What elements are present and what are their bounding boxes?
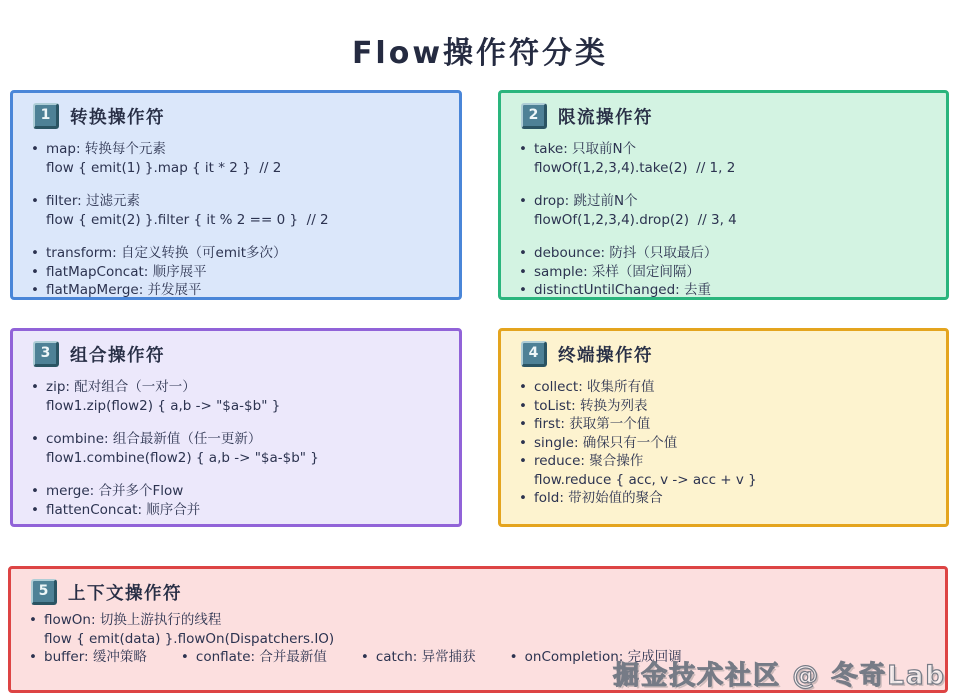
operator-item <box>519 415 932 434</box>
operator-label: sample: 采样（固定间隔） <box>534 263 700 280</box>
operator-item <box>519 489 932 508</box>
operator-item <box>519 397 932 416</box>
operator-item <box>519 452 932 489</box>
box-number-badge: 3 <box>33 341 59 367</box>
box-number-badge: 5 <box>31 579 57 605</box>
operator-label: catch: 异常捕获 <box>375 649 476 665</box>
operator-item <box>31 378 445 415</box>
operator-item <box>31 192 445 229</box>
operator-item <box>519 192 932 229</box>
operator-label: toList: 转换为列表 <box>534 397 648 414</box>
box-title: 限流操作符 <box>558 107 653 128</box>
code-example: flow1.combine(flow2) { a,b -> "$a-$b" } <box>46 449 319 466</box>
bullet-icon: • <box>519 397 527 414</box>
box-header <box>33 341 445 367</box>
operator-item <box>31 281 445 300</box>
box-title: 上下文操作符 <box>68 583 182 604</box>
box-terminal-operators <box>498 328 949 527</box>
box-throttle-operators <box>498 90 949 300</box>
bullet-icon: • <box>31 483 39 499</box>
box-number-badge: 1 <box>33 103 59 129</box>
bullet-icon: • <box>31 282 39 298</box>
operator-item <box>29 611 931 648</box>
bullet-icon: • <box>519 416 527 432</box>
bullet-icon: • <box>180 649 189 665</box>
operator-label: zip: 配对组合（一对一） <box>46 379 196 395</box>
operator-label: single: 确保只有一个值 <box>534 434 678 451</box>
box-title: 组合操作符 <box>70 345 165 366</box>
bullet-icon: • <box>31 431 39 447</box>
box-header <box>33 103 445 129</box>
operator-label: buffer: 缓冲策略 <box>44 649 147 665</box>
box-items <box>31 140 445 300</box>
bullet-icon: • <box>360 649 369 665</box>
operator-item <box>31 263 445 282</box>
page-title: Flow操作符分类 <box>351 36 609 72</box>
box-items <box>519 378 932 508</box>
bullet-icon: • <box>31 501 39 518</box>
operator-item <box>31 482 445 501</box>
bullet-icon: • <box>29 649 37 665</box>
bullet-icon: • <box>509 649 518 665</box>
code-example: flowOf(1,2,3,4).drop(2) // 3, 4 <box>534 211 737 228</box>
operator-label: conflate: 合并最新值 <box>195 649 327 665</box>
bullet-icon: • <box>29 612 37 628</box>
operator-item <box>31 430 445 467</box>
operator-label: fold: 带初始值的聚合 <box>534 490 663 506</box>
code-example: flow { emit(data) }.flowOn(Dispatchers.IO) <box>44 630 335 647</box>
operator-item <box>519 434 932 453</box>
bullet-icon: • <box>31 263 39 280</box>
bullet-icon: • <box>519 263 527 280</box>
bullet-icon: • <box>519 490 527 506</box>
box-items <box>519 140 932 300</box>
bullet-icon: • <box>519 453 527 469</box>
bullet-icon: • <box>519 434 527 451</box>
code-example: flow { emit(2) }.filter { it % 2 == 0 } // 2 <box>46 211 329 228</box>
box-title: 终端操作符 <box>558 345 653 366</box>
operator-label: filter: 过滤元素 <box>46 193 141 209</box>
code-example: flowOf(1,2,3,4).take(2) // 1, 2 <box>534 159 736 176</box>
operator-item <box>31 501 445 520</box>
operator-item <box>519 244 932 263</box>
bullet-icon: • <box>31 141 39 157</box>
operator-label: onCompletion: 完成回调 <box>524 649 682 665</box>
operator-item <box>31 140 445 177</box>
code-example: flow.reduce { acc, v -> acc + v } <box>534 471 757 488</box>
operator-item <box>519 140 932 177</box>
box-combine-operators <box>10 328 462 527</box>
bullet-icon: • <box>31 379 39 395</box>
operator-label: merge: 合并多个Flow <box>46 483 184 499</box>
code-example: flow1.zip(flow2) { a,b -> "$a-$b" } <box>46 397 281 414</box>
bullet-icon: • <box>519 141 527 157</box>
operator-label: debounce: 防抖（只取最后） <box>534 245 718 261</box>
bullet-icon: • <box>31 193 39 209</box>
operator-label: flatMapMerge: 并发展平 <box>46 282 202 298</box>
operator-label: flatMapConcat: 顺序展平 <box>46 263 207 280</box>
bullet-icon: • <box>519 245 527 261</box>
box-header <box>521 103 932 129</box>
operator-label: flowOn: 切换上游执行的线程 <box>44 612 222 628</box>
operator-item <box>519 378 932 397</box>
box-transform-operators <box>10 90 462 300</box>
operator-label: flattenConcat: 顺序合并 <box>46 501 201 518</box>
box-number-badge: 4 <box>521 341 547 367</box>
box-header <box>31 579 931 605</box>
bullet-icon: • <box>519 282 527 298</box>
box-header <box>521 341 932 367</box>
operator-label: take: 只取前N个 <box>534 141 637 157</box>
operator-label: transform: 自定义转换（可emit多次） <box>46 245 287 261</box>
operator-label: combine: 组合最新值（任一更新） <box>46 431 262 447</box>
bullet-icon: • <box>519 379 527 395</box>
box-number-badge: 2 <box>521 103 547 129</box>
operator-item <box>519 263 932 282</box>
operator-label: first: 获取第一个值 <box>534 416 651 432</box>
watermark: 掘金技术社区 @ 冬奇Lab <box>613 661 946 691</box>
operator-label: collect: 收集所有值 <box>534 379 655 395</box>
bullet-icon: • <box>519 193 527 209</box>
operator-item <box>31 244 445 263</box>
operator-label: map: 转换每个元素 <box>46 141 166 157</box>
operator-label: reduce: 聚合操作 <box>534 453 644 469</box>
box-title: 转换操作符 <box>70 107 165 128</box>
code-example: flow { emit(1) }.map { it * 2 } // 2 <box>46 159 282 176</box>
bullet-icon: • <box>31 245 39 261</box>
box-items <box>31 378 445 519</box>
operator-label: drop: 跳过前N个 <box>534 193 638 209</box>
operator-item <box>519 281 932 300</box>
operator-label: distinctUntilChanged: 去重 <box>534 282 711 298</box>
